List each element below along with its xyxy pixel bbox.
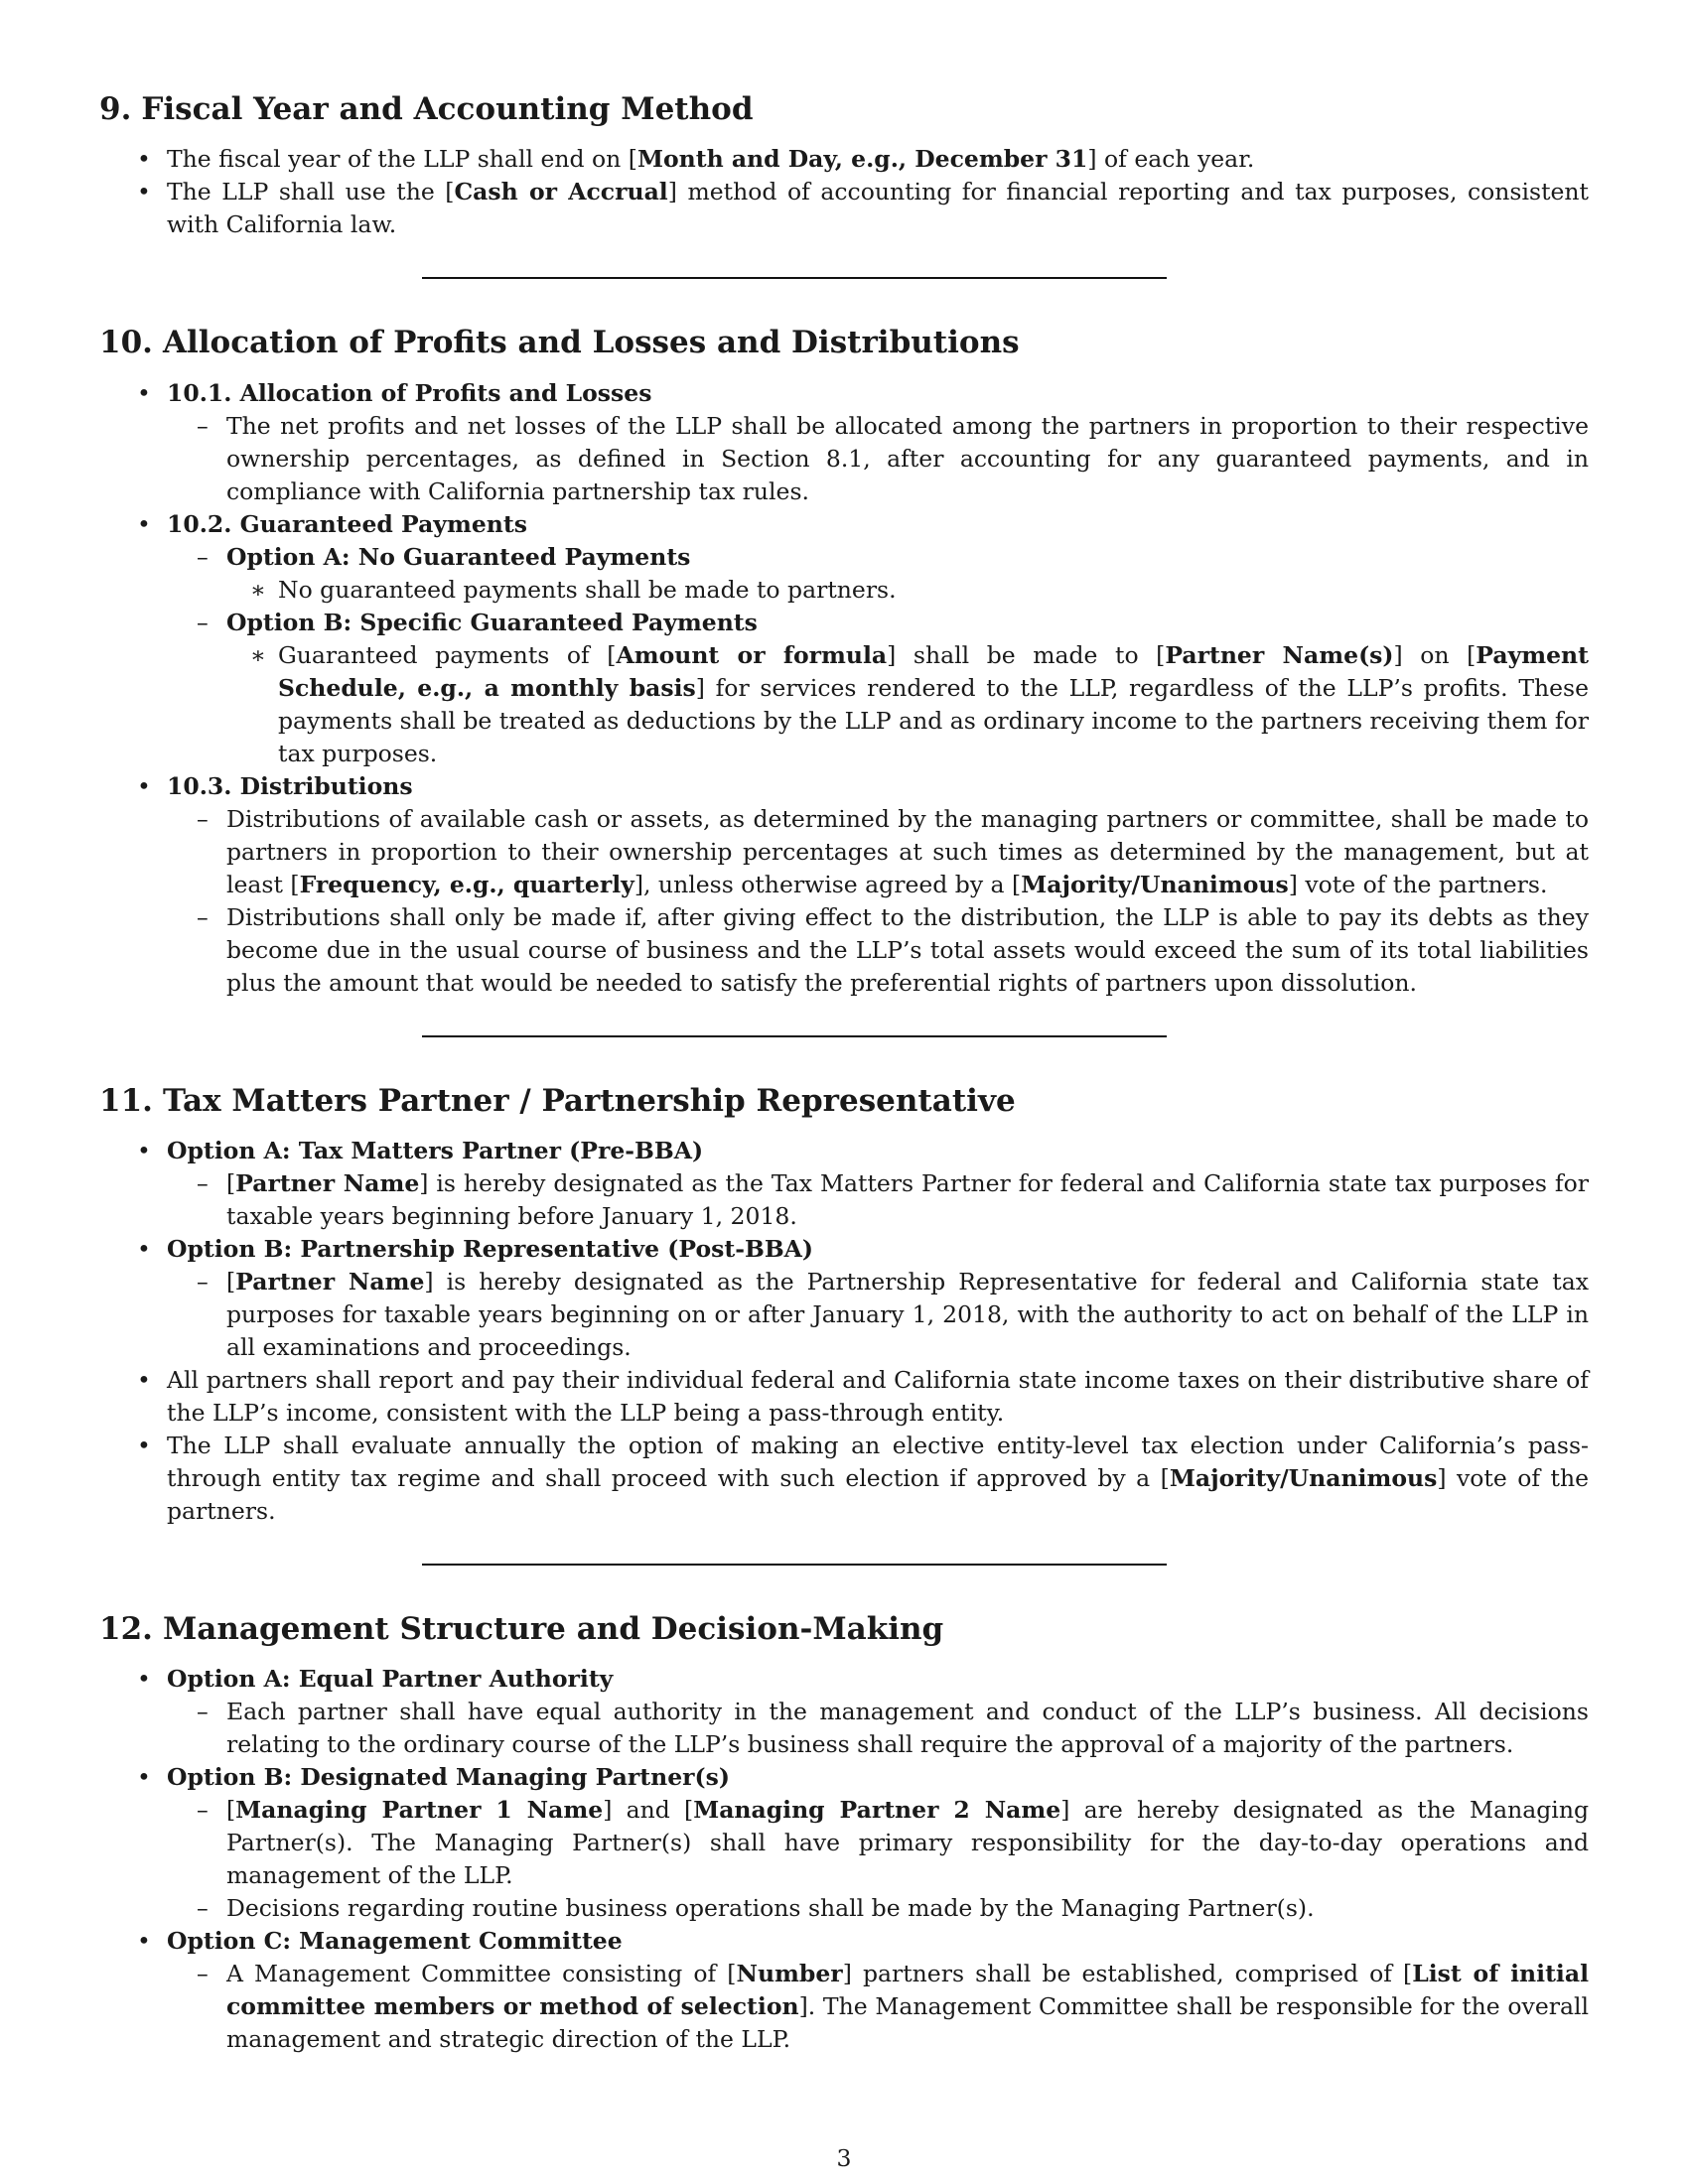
list-item: • The LLP shall evaluate annually the option of making an elective entity-level tax election under California’s pass-through entity tax regime and shall proceed with such election if approved by a [Majority/Unanimous] vote of the partners. bbox=[99, 1430, 1589, 1528]
option-label: Option C: Management Committee bbox=[167, 1927, 623, 1956]
list-item: • The fiscal year of the LLP shall end on [Month and Day, e.g., December 31] of each year. bbox=[99, 143, 1589, 176]
option-label: Option A: Tax Matters Partner (Pre-BBA) bbox=[167, 1136, 704, 1164]
list-item: ∗ No guaranteed payments shall be made to partners. bbox=[226, 574, 1589, 607]
list-item: – The net profits and net losses of the LLP shall be allocated among the partners in proportion to their respective ownership percentages, as defined in Section 8.1, after accounting for any guaranteed payments, and in compliance with California partnership tax rules. bbox=[167, 410, 1589, 508]
option-label: Option B: Specific Guaranteed Payments bbox=[226, 608, 758, 636]
list-item: – [Managing Partner 1 Name] and [Managing Partner 2 Name] are hereby designated as the Managing Partner(s). The Managing Partner(s) shall have primary responsibility for the day-to-day operations and management of the LLP. bbox=[167, 1794, 1589, 1892]
list-item bbox=[99, 1135, 1589, 1233]
section-10-list bbox=[99, 377, 1589, 1000]
option-label: Option A: No Guaranteed Payments bbox=[226, 542, 691, 571]
list-item: • All partners shall report and pay their individual federal and California state income taxes on their distributive share of the LLP’s income, consistent with the LLP being a pass-through entity. bbox=[99, 1364, 1589, 1430]
option-label: Option B: Designated Managing Partner(s) bbox=[167, 1763, 730, 1792]
section-11-title: 11. Tax Matters Partner / Partnership Representative bbox=[99, 1082, 1016, 1119]
list-item bbox=[99, 770, 1589, 1000]
list-item bbox=[99, 377, 1589, 508]
list-item: – Distributions of available cash or assets, as determined by the managing partners or committee, shall be made to partners in proportion to their ownership percentages at such times as determined by the management, but at least [Frequency, e.g., quarterly], unless otherwise agreed by a [Majority/Unanimous] vote of the partners. bbox=[167, 803, 1589, 901]
list-item: – Decisions regarding routine business operations shall be made by the Managing Partner(s). bbox=[167, 1892, 1589, 1925]
document-page bbox=[99, 89, 1589, 2056]
list-item: – A Management Committee consisting of [Number] partners shall be established, comprised of [List of initial committee members or method of selection]. The Management Committee shall be responsible for the overall management and strategic direction of the LLP. bbox=[167, 1958, 1589, 2056]
list-item bbox=[99, 1925, 1589, 2056]
section-9-list bbox=[99, 143, 1589, 241]
section-11-list bbox=[99, 1135, 1589, 1528]
list-item: ∗ Guaranteed payments of [Amount or formula] shall be made to [Partner Name(s)] on [Payment Schedule, e.g., a monthly basis] for services rendered to the LLP, regardless of the LLP’s profits. These payments shall be treated as deductions by the LLP and as ordinary income to the partners receiving them for tax purposes. bbox=[226, 639, 1589, 770]
section-9-title: 9. Fiscal Year and Accounting Method bbox=[99, 91, 754, 127]
list-item: – [Partner Name] is hereby designated as the Partnership Representative for federal and California state tax purposes for taxable years beginning on or after January 1, 2018, with the authority to act on behalf of the LLP in all examinations and proceedings. bbox=[167, 1266, 1589, 1364]
list-item: • The LLP shall use the [Cash or Accrual] method of accounting for financial reporting and tax purposes, consistent with California law. bbox=[99, 176, 1589, 241]
subsection-label: 10.3. Distributions bbox=[167, 771, 413, 800]
list-item bbox=[99, 1233, 1589, 1364]
section-divider bbox=[422, 1564, 1167, 1566]
section-11 bbox=[99, 1081, 1589, 1528]
section-10 bbox=[99, 323, 1589, 999]
list-item bbox=[99, 1761, 1589, 1925]
list-item: – [Partner Name] is hereby designated as the Tax Matters Partner for federal and California state tax purposes for taxable years beginning before January 1, 2018. bbox=[167, 1167, 1589, 1233]
list-item: – Distributions shall only be made if, after giving effect to the distribution, the LLP is able to pay its debts as they become due in the usual course of business and the LLP’s total assets would exceed the sum of its total liabilities plus the amount that would be needed to satisfy the preferential rights of partners upon dissolution. bbox=[167, 901, 1589, 1000]
list-item bbox=[167, 541, 1589, 607]
option-label: Option A: Equal Partner Authority bbox=[167, 1665, 614, 1694]
section-12-title: 12. Management Structure and Decision-Making bbox=[99, 1610, 944, 1647]
section-divider bbox=[422, 277, 1167, 279]
list-item bbox=[99, 1663, 1589, 1761]
section-divider bbox=[422, 1035, 1167, 1037]
list-item bbox=[99, 508, 1589, 770]
list-item bbox=[167, 607, 1589, 770]
option-label: Option B: Partnership Representative (Post-BBA) bbox=[167, 1234, 814, 1263]
section-12 bbox=[99, 1609, 1589, 2056]
subsection-label: 10.1. Allocation of Profits and Losses bbox=[167, 378, 652, 407]
subsection-label: 10.2. Guaranteed Payments bbox=[167, 509, 527, 538]
page-number: 3 bbox=[836, 2144, 852, 2172]
section-9 bbox=[99, 89, 1589, 241]
section-10-title: 10. Allocation of Profits and Losses and Distributions bbox=[99, 325, 1020, 361]
list-item: – Each partner shall have equal authority in the management and conduct of the LLP’s business. All decisions relating to the ordinary course of the LLP’s business shall require the approval of a majority of the partners. bbox=[167, 1696, 1589, 1761]
section-12-list bbox=[99, 1663, 1589, 2056]
